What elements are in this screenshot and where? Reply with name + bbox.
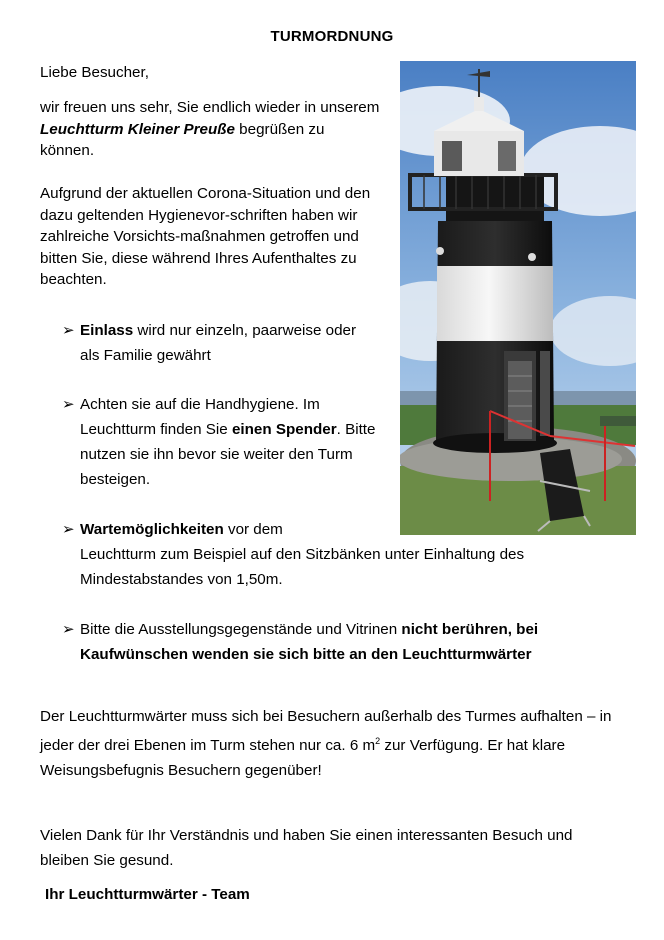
bullet-exhibits-bold: nicht berühren, bei Kaufwünschen wenden sie sich bitte an den Leuchtturmwärter [80,621,539,663]
arrow-icon: ➢ [62,396,75,413]
bullet-entry-text: wird nur einzeln, paarweise oder als Familie gewährt [80,322,357,364]
intro-pre: wir freuen uns sehr, Sie endlich wieder in unserem [40,99,380,116]
arrow-icon: ➢ [62,521,75,538]
corona-paragraph: Aufgrund der aktuellen Corona-Situation und den dazu geltenden Hygienevor-schriften haben wir zahlreiche Vorsichts-maßnahmen getroffen und bitten Sie, diese während Ihres Aufenthaltes zu beachten. [40,185,371,288]
bullet-entry-bold: Einlass [80,322,134,339]
bullet-hygiene-pre: Achten sie auf die Handhygiene. Im Leuchtturm finden Sie [80,396,320,438]
keeper-paragraph [40,704,620,783]
lighthouse-name: Leuchtturm Kleiner Preuße [40,120,235,138]
bullet-hygiene [62,392,392,492]
keeper-pre: Der Leuchtturmwärter muss sich bei Besuchern außerhalb des Turmes aufhalten – in jeder der drei Ebenen im Turm stehen nur ca. 6 m [40,708,612,755]
keeper-post: zur Verfügung. Er hat klare Weisungsbefugnis Besuchern gegenüber! [40,737,566,780]
bullet-waiting-text2: Leuchtturm zum Beispiel auf den Sitzbänken unter Einhaltung des Mindestabstandes von 1,50m. [80,546,525,588]
intro-post: begrüßen zu können. [40,120,325,159]
document-title: TURMORDNUNG [270,28,394,45]
arrow-icon: ➢ [62,621,75,638]
intro-paragraph [40,97,380,162]
bullet-exhibits [62,617,634,667]
bullet-waiting-text: vor dem [223,521,283,538]
greeting: Liebe Besucher, [40,64,149,81]
bullet-entry [62,318,372,368]
lighthouse-photo [400,61,636,535]
bullet-exhibits-pre: Bitte die Ausstellungsgegenstände und Vitrinen [80,621,402,638]
thanks-paragraph: Vielen Dank für Ihr Verständnis und haben Sie einen interessanten Besuch und bleiben Sie gesund. [40,827,573,869]
arrow-icon: ➢ [62,322,75,339]
bullet-waiting [62,517,622,592]
keeper-sup: 2 [375,736,381,746]
signature: Ihr Leuchtturmwärter - Team [45,886,250,903]
bullet-hygiene-bold: einen Spender [231,421,337,438]
bullet-waiting-bold: Wartemöglichkeiten [80,521,224,538]
bullet-hygiene-post: . Bitte nutzen sie ihn bevor sie weiter den Turm besteigen. [80,421,376,488]
